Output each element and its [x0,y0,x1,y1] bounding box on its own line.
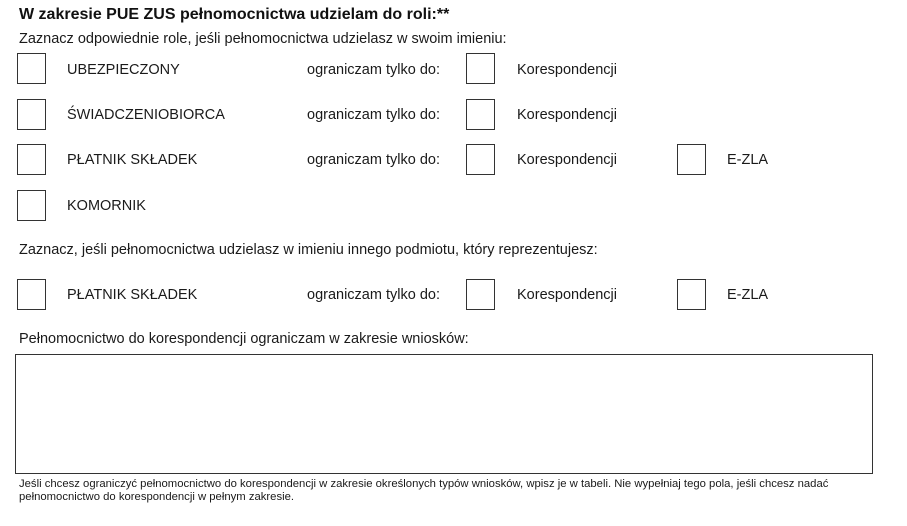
checkbox-platnik-skladek[interactable] [17,144,46,175]
correspondence-limit-textarea[interactable] [15,354,873,474]
correspondence-limit-note: Jeśli chcesz ograniczyć pełnomocnictwo do korespondencji w zakresie określonych typów wniosków, wpisz je w tabeli. Nie wypełniaj tego pola, jeśli chcesz nadać pełnomocnictwo do korespondencji w pełnym zakresie. [19,478,829,503]
role-label-komornik: KOMORNIK [67,198,146,214]
checkbox-other-platnik-skladek[interactable] [17,279,46,310]
correspondence-limit-label: Pełnomocnictwo do korespondencji ograniczam w zakresie wniosków: [19,331,469,347]
limit-label-swiadczeniobiorca: ograniczam tylko do: [307,107,440,123]
option-label-ubezpieczony-korespondencja: Korespondencji [517,62,617,78]
checkbox-ubezpieczony-korespondencja[interactable] [466,53,495,84]
role-label-other-platnik-skladek: PŁATNIK SKŁADEK [67,287,198,303]
option-label-other-platnik-skladek-korespondencja: Korespondencji [517,287,617,303]
checkbox-ubezpieczony[interactable] [17,53,46,84]
limit-label-other-platnik-skladek: ograniczam tylko do: [307,287,440,303]
role-label-swiadczeniobiorca: ŚWIADCZENIOBIORCA [67,107,225,123]
section-title: W zakresie PUE ZUS pełnomocnictwa udzielam do roli:** [19,6,450,23]
option-label-swiadczeniobiorca-korespondencja: Korespondencji [517,107,617,123]
checkbox-komornik[interactable] [17,190,46,221]
limit-label-platnik-skladek: ograniczam tylko do: [307,152,440,168]
role-label-ubezpieczony: UBEZPIECZONY [67,62,180,78]
checkbox-swiadczeniobiorca[interactable] [17,99,46,130]
option-label-platnik-skladek-korespondencja: Korespondencji [517,152,617,168]
option-label-platnik-skladek-ezla: E-ZLA [727,152,769,168]
checkbox-platnik-skladek-ezla[interactable] [677,144,706,175]
other-entity-instruction: Zaznacz, jeśli pełnomocnictwa udzielasz w imieniu innego podmiotu, który reprezentujesz: [19,242,598,258]
limit-label-ubezpieczony: ograniczam tylko do: [307,62,440,78]
checkbox-swiadczeniobiorca-korespondencja[interactable] [466,99,495,130]
checkbox-other-platnik-skladek-korespondencja[interactable] [466,279,495,310]
checkbox-platnik-skladek-korespondencja[interactable] [466,144,495,175]
option-label-other-platnik-skladek-ezla: E-ZLA [727,287,769,303]
checkbox-other-platnik-skladek-ezla[interactable] [677,279,706,310]
role-label-platnik-skladek: PŁATNIK SKŁADEK [67,152,198,168]
own-name-instruction: Zaznacz odpowiednie role, jeśli pełnomocnictwa udzielasz w swoim imieniu: [19,31,507,47]
